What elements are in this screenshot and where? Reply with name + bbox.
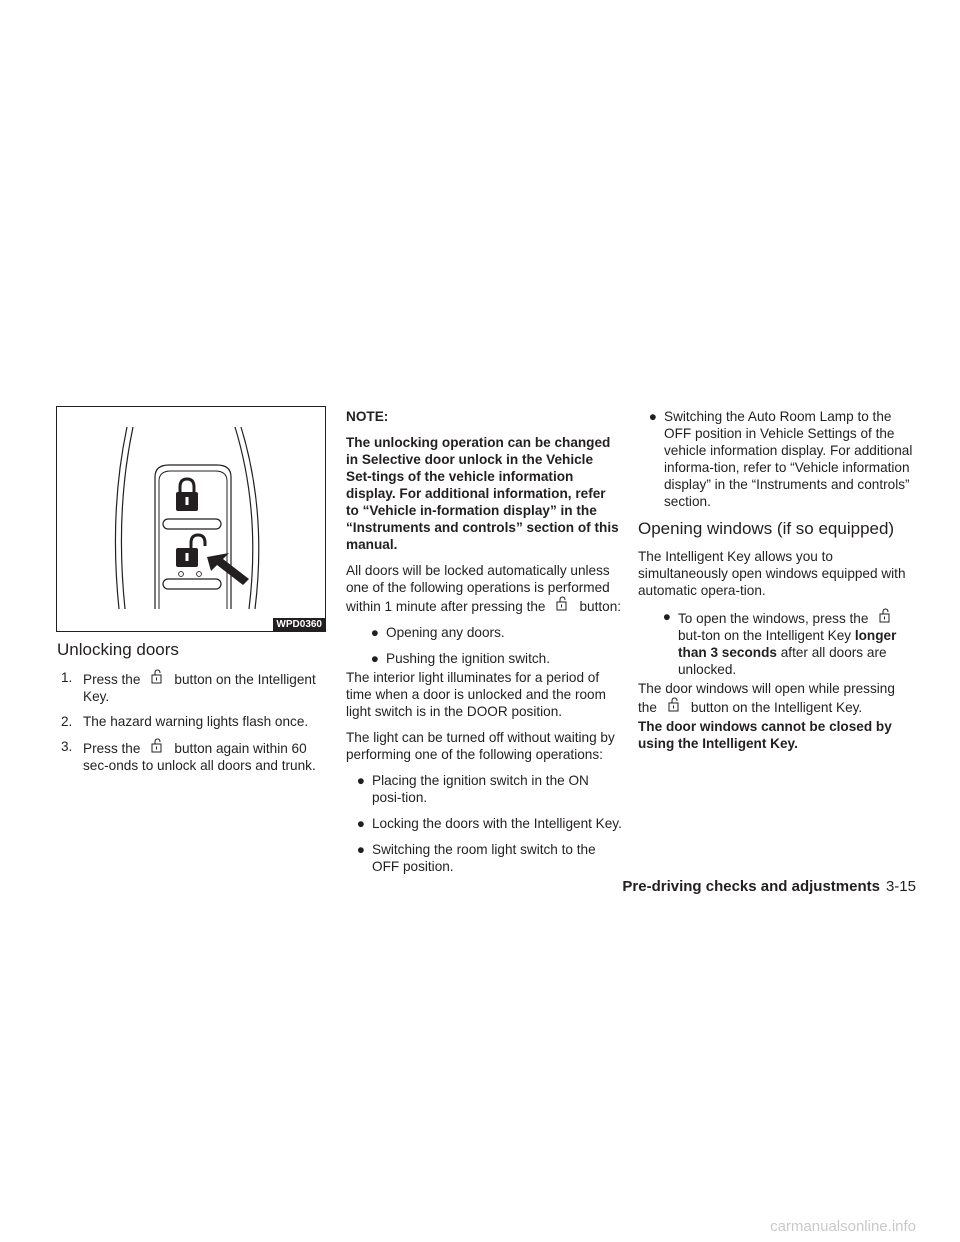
step-1: 1. Press the button on the Intelligent Key. — [61, 670, 316, 704]
list-item: ● Switching the room light switch to the OFF position. — [356, 842, 596, 874]
windows-warning: The door windows cannot be closed by using the Intelligent Key. — [638, 719, 892, 751]
figure-code: WPD0360 — [273, 618, 325, 631]
step-2: 2. The hazard warning lights flash once. — [61, 714, 309, 729]
step-3: 3. Press the button again within 60 sec-onds to unlock all doors and trunk. — [61, 739, 316, 773]
column-2 — [346, 408, 622, 884]
list-item: ● Switching the Auto Room Lamp to the OFF position in Vehicle Settings of the vehicle information display. For additional informa-tion, refer to “Vehicle information display” in the “Instruments and controls” section. — [648, 409, 913, 509]
list-item: ● Locking the doors with the Intelligent Key. — [356, 816, 622, 831]
windows-stop-paragraph: The door windows will open while pressing the button on the Intelligent Key. — [638, 681, 895, 715]
list-item: ● Pushing the ignition switch. — [370, 651, 550, 666]
unlock-button-icon — [140, 669, 174, 683]
note-text: The unlocking operation can be changed in Selective door unlock in the Vehicle Set-tings of the vehicle information display. For additional information, refer to “Vehicle in-formation display” in the “Instruments and controls” section of this manual. — [346, 435, 619, 552]
auto-lock-list — [346, 624, 622, 667]
column-1 — [57, 640, 327, 782]
windows-intro: The Intelligent Key allows you to simultaneously open windows equipped with automatic opera-tion. — [638, 549, 906, 598]
arrow-icon — [207, 553, 249, 585]
list-item: ● Placing the ignition switch in the ON posi-tion. — [356, 773, 589, 805]
unlock-icon — [176, 535, 205, 567]
key-figure — [56, 406, 326, 632]
turn-off-paragraph: The light can be turned off without waiting by performing one of the following operations: — [346, 730, 615, 762]
unlocking-heading: Unlocking doors — [57, 640, 179, 659]
lock-icon — [176, 479, 198, 511]
note-heading: NOTE: — [346, 409, 389, 424]
turn-off-list-continued — [638, 408, 914, 510]
watermark: carmanualsonline.info — [770, 1218, 916, 1235]
section-title: Pre-driving checks and adjustments — [622, 878, 880, 895]
column-3 — [638, 408, 914, 761]
unlock-button-icon — [545, 596, 579, 610]
page-number: 3-15 — [885, 878, 916, 895]
page-footer — [622, 877, 916, 897]
interior-light-paragraph: The interior light illuminates for a period of time when a door is unlocked and the room light switch is in the DOOR position. — [346, 670, 606, 719]
list-item: ● Opening any doors. — [370, 625, 505, 640]
turn-off-list — [346, 772, 622, 875]
windows-list — [638, 608, 914, 678]
unlocking-steps — [57, 669, 327, 774]
unlock-button-icon — [140, 738, 174, 752]
unlock-button-icon — [657, 697, 691, 711]
auto-lock-paragraph: All doors will be locked automatically unless one of the following operations is performed within 1 minute after pressing the button: — [346, 563, 622, 614]
intelligent-key-illustration — [57, 407, 325, 631]
unlock-button-icon — [868, 608, 902, 622]
list-item: ● To open the windows, press thebut-ton on the Intelligent Key longer than 3 seconds after all doors are unlocked. — [638, 608, 914, 678]
windows-heading: Opening windows (if so equipped) — [638, 519, 895, 538]
